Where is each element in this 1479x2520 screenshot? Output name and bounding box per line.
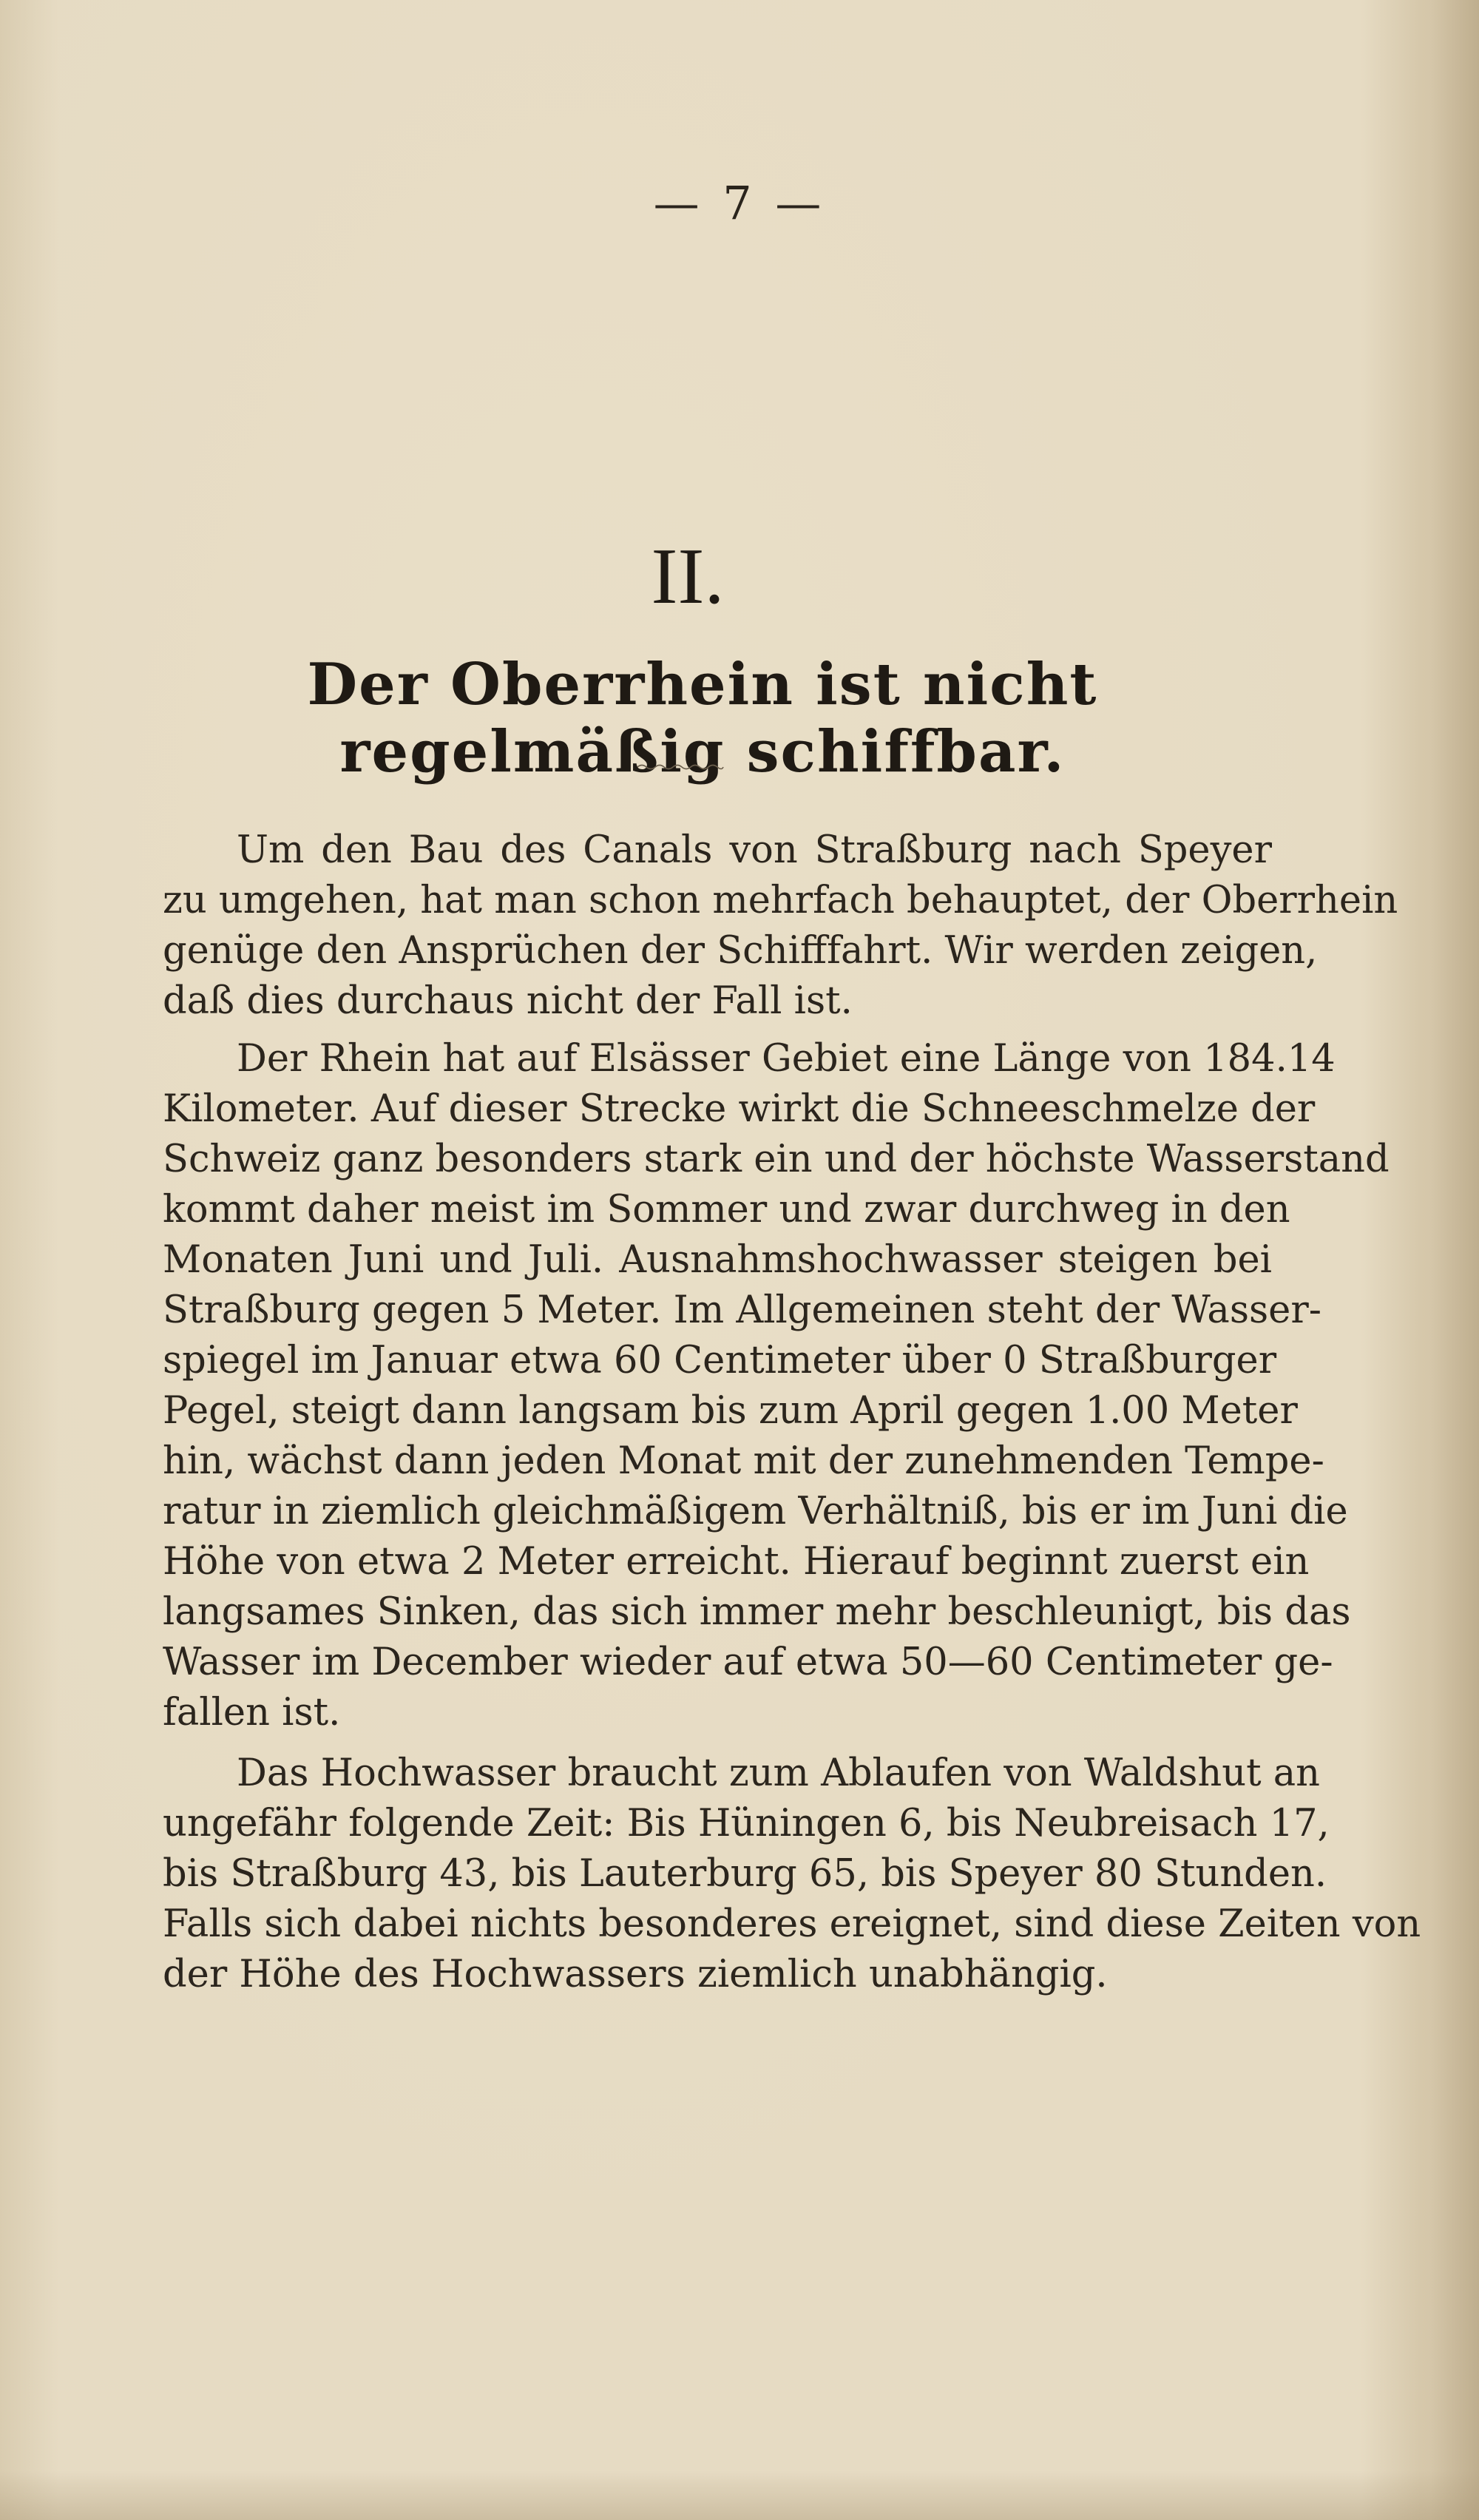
page-number: — 7 — bbox=[653, 176, 826, 230]
text-line: Wasser im December wieder auf etwa 50—60 Centimeter ge- bbox=[163, 1641, 1333, 1684]
text-line: Der Rhein hat auf Elsässer Gebiet eine Länge von 184.14 bbox=[237, 1037, 1336, 1081]
text-line: Das Hochwasser braucht zum Ablaufen von Waldshut an bbox=[237, 1751, 1321, 1795]
ornament-divider bbox=[636, 762, 725, 772]
text-line: Monaten Juni und Juli. Ausnahmshochwasser steigen bei bbox=[163, 1238, 1272, 1282]
text-line: der Höhe des Hochwassers ziemlich unabhängig. bbox=[163, 1953, 1108, 1996]
chapter-title: Der Oberrhein ist nicht regelmäßig schiffbar. bbox=[307, 651, 1098, 786]
text-line: fallen ist. bbox=[163, 1691, 341, 1734]
page-edge-shadow bbox=[1431, 0, 1479, 2520]
text-line: bis Straßburg 43, bis Lauterburg 65, bis Speyer 80 Stunden. bbox=[163, 1852, 1327, 1896]
text-line: spiegel im Januar etwa 60 Centimeter über 0 Straßburger bbox=[163, 1339, 1277, 1382]
text-line: zu umgehen, hat man schon mehrfach behauptet, der Oberrhein bbox=[163, 879, 1398, 922]
text-line: Pegel, steigt dann langsam bis zum April gegen 1.00 Meter bbox=[163, 1389, 1298, 1433]
text-line: ungefähr folgende Zeit: Bis Hüningen 6, bis Neubreisach 17, bbox=[163, 1802, 1330, 1845]
text-line: Höhe von etwa 2 Meter erreicht. Hierauf beginnt zuerst ein bbox=[163, 1540, 1310, 1584]
text-line: kommt daher meist im Sommer und zwar durchweg in den bbox=[163, 1188, 1290, 1232]
text-line: Schweiz ganz besonders stark ein und der höchste Wasserstand bbox=[163, 1138, 1390, 1181]
chapter-numeral: II. bbox=[651, 533, 725, 621]
text-line: Kilometer. Auf dieser Strecke wirkt die Schneeschmelze der bbox=[163, 1087, 1316, 1131]
text-line: Straßburg gegen 5 Meter. Im Allgemeinen steht der Wasser- bbox=[163, 1288, 1321, 1332]
text-line: Falls sich dabei nichts besonderes ereignet, sind diese Zeiten von bbox=[163, 1902, 1421, 1946]
text-line: daß dies durchaus nicht der Fall ist. bbox=[163, 979, 853, 1023]
text-line: genüge den Ansprüchen der Schifffahrt. Wir werden zeigen, bbox=[163, 929, 1318, 973]
text-line: ratur in ziemlich gleichmäßigem Verhältniß, bis er im Juni die bbox=[163, 1490, 1348, 1533]
text-line: hin, wächst dann jeden Monat mit der zunehmenden Tempe- bbox=[163, 1439, 1324, 1483]
text-line: Um den Bau des Canals von Straßburg nach Speyer bbox=[237, 828, 1272, 872]
text-line: langsames Sinken, das sich immer mehr beschleunigt, bis das bbox=[163, 1590, 1351, 1634]
page-bottom-shadow bbox=[0, 2470, 1479, 2520]
